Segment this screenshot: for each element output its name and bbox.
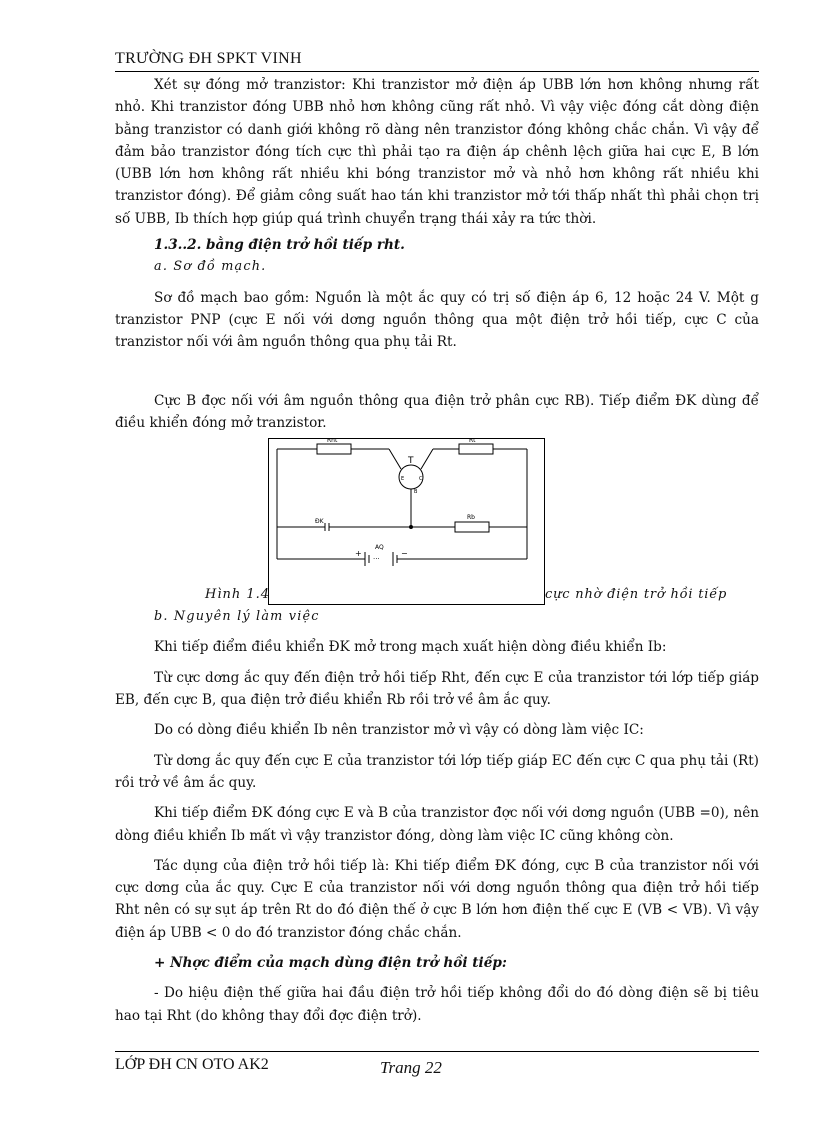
circuit-diagram [269, 439, 544, 604]
paragraph-working-current: Do có dòng điều khiển Ib nên tranzistor mở vì vậy có dòng làm việc IC: [154, 722, 644, 739]
page-header: TRƯỜNG ĐH SPKT VINH [115, 50, 302, 67]
paragraph-control-current: Khi tiếp điểm điều khiển ĐK mở trong mạch xuất hiện dòng điều khiển Ib: [154, 639, 667, 656]
resistor-rht [317, 444, 351, 454]
subsection-a-heading: a. Sơ đồ mạch. [154, 259, 267, 275]
header-rule [115, 71, 759, 72]
paragraph-base-connection: Cực B đợc nối với âm nguồn thông qua điện trở phân cực RB). Tiếp điểm ĐK dùng để điều khiển đóng mở tranzistor. [115, 392, 759, 431]
subsection-b-heading: b. Nguyên lý làm việc [154, 609, 320, 625]
resistor-rb [455, 522, 489, 532]
label-rb: Rb [467, 514, 475, 522]
paragraph-working-path: Từ dơng ắc quy đến cực E của tranzistor tới lớp tiếp giáp EC đến cực C qua phụ tải (Rt) rồi trở về âm ắc quy. [115, 752, 759, 791]
paragraph-control-path: Từ cực dơng ắc quy đến điện trở hồi tiếp Rht, đến cực E của tranzistor tới lớp tiếp giáp EB, đến cực B, qua điện trở điều khiển Rb rồi trở về âm ắc quy. [115, 669, 759, 709]
label-aq: AQ [375, 544, 384, 552]
label-rt: Rt [469, 439, 476, 445]
emitter-lead [389, 449, 401, 469]
figure-caption-right: cực nhờ điện trở hồi tiếp [545, 587, 728, 603]
label-c: C [419, 476, 423, 483]
label-b: B [414, 489, 418, 496]
label-t: T [408, 456, 414, 467]
page-number: Trang 22 [380, 1058, 442, 1077]
paragraph-circuit-description: Sơ đồ mạch bao gồm: Nguồn là một ắc quy có trị số điện áp 6, 12 hoặc 24 V. Một g tranzistor PNP (cực E nối với dơng nguồn thông qua một điện trở hồi tiếp, cực C của tranzistor nối với âm nguồn thông qua phụ tải Rt. [115, 289, 759, 351]
paragraph-drawback: - Do hiệu điện thế giữa hai đầu điện trở hồi tiếp không đổi do đó dòng điện sẽ bị tiêu hao tại Rht (do không thay đổi đợc điện trở). [115, 985, 759, 1024]
battery-dots: ··· [373, 555, 380, 564]
figure-caption-left: Hình 1.4 [205, 587, 271, 603]
footer-class: LỚP ĐH CN OTO AK2 [115, 1056, 269, 1073]
circuit-figure [115, 438, 759, 616]
paragraph-switch-closed: Khi tiếp điểm ĐK đóng cực E và B của tranzistor đợc nối với dơng nguồn (UBB =0), nên dòng điều khiển Ib mất vì vậy tranzistor đóng, dòng làm việc IC cũng không còn. [115, 805, 760, 844]
document-body [115, 74, 759, 1027]
circuit-diagram-frame [268, 438, 545, 605]
paragraph-transistor-switching: Xét sự đóng mở tranzistor: Khi tranzistor mở điện áp UBB lớn hơn không nhưng rất nhỏ. Khi tranzistor đóng UBB nhỏ hơn không cũng rất nhỏ. Vì vậy việc đóng cắt dòng điện bằng tranzistor có danh giới không rõ dàng nên tranzistor đóng không chắc chắn. Vì vậy để đảm bảo tranzistor đóng tích cực thì phải tạo ra điện áp chênh lệch giữa hai cực E, B lớn (UBB lớn hơn không rất nhiều khi bóng tranzistor mở và nhỏ hơn không rất nhiều khi tranzistor đóng). Để giảm công suất hao tán khi tranzistor mở tới thấp nhất thì phải chọn trị số UBB, Ib thích hợp giúp quá trình chuyển trạng thái xảy ra tức thời. [115, 77, 759, 227]
label-e: E [401, 476, 405, 483]
resistor-rt [459, 444, 493, 454]
label-rht: Rht [327, 439, 338, 445]
section-heading: 1.3..2. bằng điện trở hồi tiếp rht. [154, 237, 405, 254]
collector-lead [421, 449, 433, 469]
label-minus: − [401, 549, 408, 559]
footer-rule [115, 1051, 759, 1052]
drawback-heading: + Nhợc điểm của mạch dùng điện trở hồi tiếp: [154, 955, 507, 972]
label-plus: + [355, 549, 362, 559]
label-dk: ĐK [315, 518, 324, 526]
paragraph-feedback-effect: Tác dụng của điện trở hồi tiếp là: Khi tiếp điểm ĐK đóng, cực B của tranzistor nối với cực dơng của ắc quy. Cực E của tranzistor nối với dơng nguồn thông qua điện trở hồi tiếp Rht nên có sự sụt áp trên Rt do đó điện thế ở cực B lớn hơn điện thế cực E (VB < VB). Vì vậy điện áp UBB < 0 do đó tranzistor đóng chắc chắn. [115, 857, 759, 941]
junction-dot [409, 525, 413, 529]
